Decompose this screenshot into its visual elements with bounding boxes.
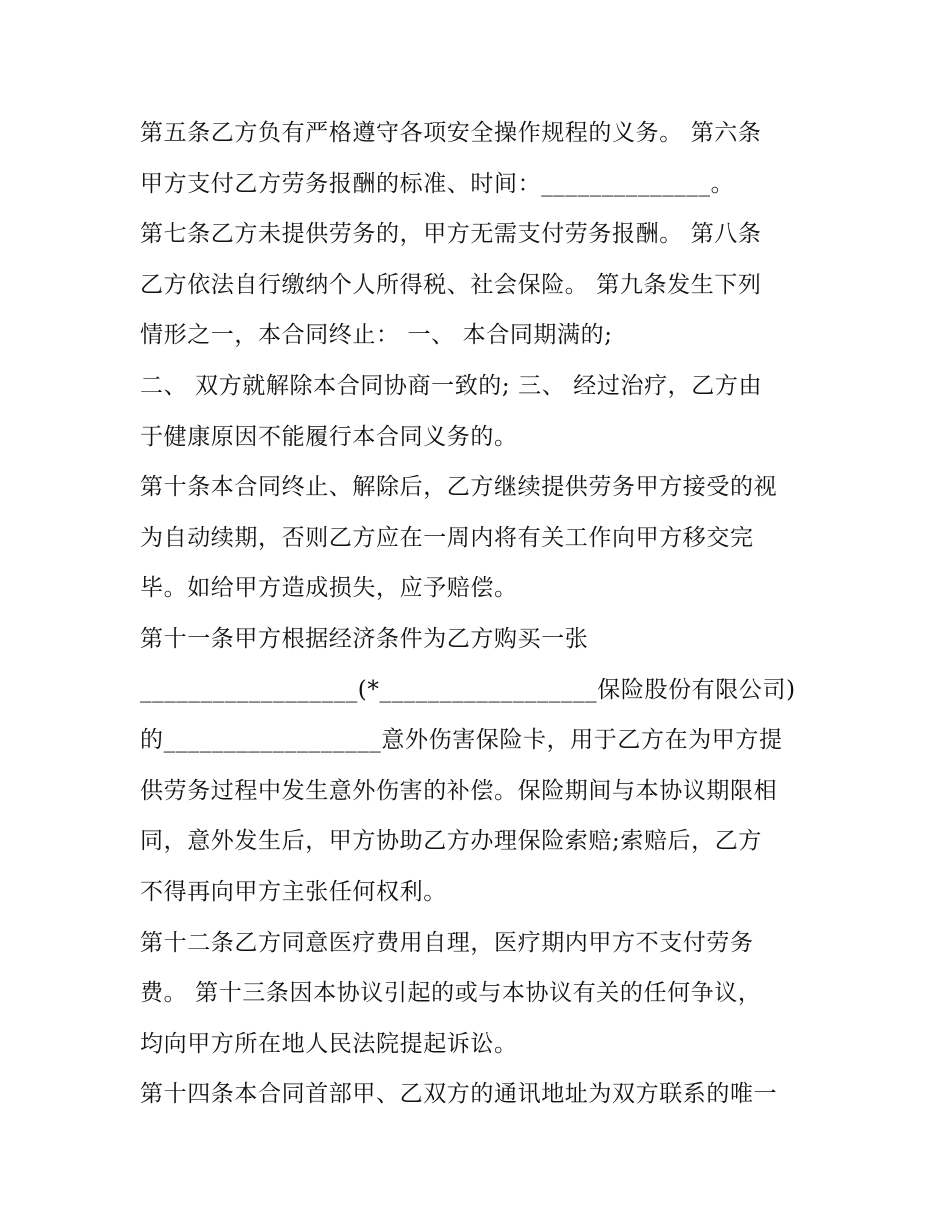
text-line: 于健康原因不能履行本合同义务的。 — [140, 423, 518, 450]
text-line: 第十二条乙方同意医疗费用自理，医疗期内甲方不支付劳务 — [140, 929, 754, 956]
text-line: 毕。如给甲方造成损失，应予赔偿。 — [140, 575, 518, 602]
text-line: 为自动续期，否则乙方应在一周内将有关工作向甲方移交完 — [140, 524, 754, 551]
text-line: 第七条乙方未提供劳务的，甲方无需支付劳务报酬。 第八条 — [140, 221, 762, 248]
text-line: 供劳务过程中发生意外伤害的补偿。保险期间与本协议期限相 — [140, 777, 778, 804]
contract-body — [140, 108, 820, 1120]
text-line: 第十四条本合同首部甲、乙双方的通讯地址为双方联系的唯一 — [140, 1081, 778, 1108]
text-line: 的__________________意外伤害保险卡，用于乙方在为甲方提 — [140, 727, 783, 754]
text-line: 第十条本合同终止、解除后，乙方继续提供劳务甲方接受的视 — [140, 474, 778, 501]
text-line: 甲方支付乙方劳务报酬的标准、时间：______________。 — [140, 170, 735, 197]
text-line: 情形之一，本合同终止： 一、 本合同期满的; — [140, 322, 613, 349]
text-line: __________________(*__________________保险股份有限公司) — [140, 676, 796, 703]
text-line: 第五条乙方负有严格遵守各项安全操作规程的义务。 第六条 — [140, 120, 762, 146]
text-line: 不得再向甲方主张任何权利。 — [140, 878, 447, 905]
text-line: 二、 双方就解除本合同协商一致的; 三、 经过治疗，乙方由 — [140, 372, 763, 399]
text-line: 第十一条甲方根据经济条件为乙方购买一张 — [140, 625, 589, 652]
text-line: 费。 第十三条因本协议引起的或与本协议有关的任何争议， — [140, 980, 762, 1007]
text-line: 乙方依法自行缴纳个人所得税、社会保险。 第九条发生下列 — [140, 271, 762, 298]
text-line: 同，意外发生后，甲方协助乙方办理保险索赔;索赔后，乙方 — [140, 828, 762, 855]
text-line: 均向甲方所在地人民法院提起诉讼。 — [140, 1030, 518, 1057]
